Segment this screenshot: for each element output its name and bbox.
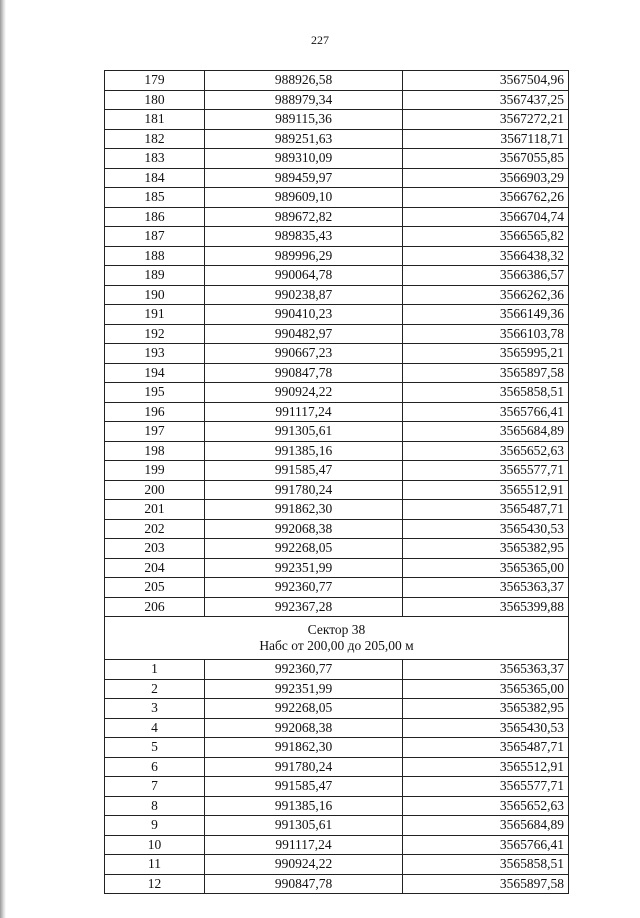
coordinates-table [104,70,569,894]
y-coordinate-cell: 3565766,41 [403,835,569,855]
x-coordinate-cell: 992360,77 [205,578,403,598]
y-coordinate-cell: 3565363,37 [403,660,569,680]
table-row [105,305,569,325]
point-number-cell: 192 [105,324,205,344]
point-number-cell: 188 [105,246,205,266]
x-coordinate-cell: 989835,43 [205,227,403,247]
table-row [105,519,569,539]
table-row [105,660,569,680]
point-number-cell: 6 [105,757,205,777]
y-coordinate-cell: 3565365,00 [403,558,569,578]
x-coordinate-cell: 991585,47 [205,461,403,481]
y-coordinate-cell: 3565365,00 [403,679,569,699]
x-coordinate-cell: 992367,28 [205,597,403,617]
table-row [105,718,569,738]
x-coordinate-cell: 989459,97 [205,168,403,188]
point-number-cell: 7 [105,777,205,797]
x-coordinate-cell: 991862,30 [205,738,403,758]
sector-header-body [105,617,569,660]
point-number-cell: 198 [105,441,205,461]
x-coordinate-cell: 991780,24 [205,757,403,777]
table-row [105,461,569,481]
table-row [105,480,569,500]
x-coordinate-cell: 990064,78 [205,266,403,286]
y-coordinate-cell: 3565512,91 [403,757,569,777]
point-number-cell: 182 [105,129,205,149]
y-coordinate-cell: 3566149,36 [403,305,569,325]
y-coordinate-cell: 3566903,29 [403,168,569,188]
y-coordinate-cell: 3565577,71 [403,461,569,481]
y-coordinate-cell: 3565430,53 [403,519,569,539]
point-number-cell: 184 [105,168,205,188]
x-coordinate-cell: 990847,78 [205,874,403,894]
point-number-cell: 5 [105,738,205,758]
point-number-cell: 4 [105,718,205,738]
table-row [105,324,569,344]
table-row [105,168,569,188]
point-number-cell: 196 [105,402,205,422]
y-coordinate-cell: 3566565,82 [403,227,569,247]
x-coordinate-cell: 988926,58 [205,71,403,91]
table-row [105,757,569,777]
y-coordinate-cell: 3565652,63 [403,441,569,461]
table-row [105,699,569,719]
point-number-cell: 186 [105,207,205,227]
y-coordinate-cell: 3565858,51 [403,383,569,403]
point-number-cell: 10 [105,835,205,855]
y-coordinate-cell: 3567437,25 [403,90,569,110]
y-coordinate-cell: 3567118,71 [403,129,569,149]
point-number-cell: 12 [105,874,205,894]
y-coordinate-cell: 3565399,88 [403,597,569,617]
y-coordinate-cell: 3565577,71 [403,777,569,797]
table-row [105,835,569,855]
y-coordinate-cell: 3567504,96 [403,71,569,91]
point-number-cell: 202 [105,519,205,539]
x-coordinate-cell: 992360,77 [205,660,403,680]
table-row [105,129,569,149]
table-row [105,110,569,130]
x-coordinate-cell: 991385,16 [205,441,403,461]
x-coordinate-cell: 990847,78 [205,363,403,383]
x-coordinate-cell: 989609,10 [205,188,403,208]
point-number-cell: 3 [105,699,205,719]
table-row [105,777,569,797]
x-coordinate-cell: 988979,34 [205,90,403,110]
x-coordinate-cell: 991117,24 [205,835,403,855]
y-coordinate-cell: 3567272,21 [403,110,569,130]
x-coordinate-cell: 989115,36 [205,110,403,130]
x-coordinate-cell: 991862,30 [205,500,403,520]
table-row [105,738,569,758]
y-coordinate-cell: 3567055,85 [403,149,569,169]
table-row [105,246,569,266]
y-coordinate-cell: 3566762,26 [403,188,569,208]
x-coordinate-cell: 989672,82 [205,207,403,227]
table-row [105,597,569,617]
x-coordinate-cell: 992068,38 [205,718,403,738]
x-coordinate-cell: 991305,61 [205,816,403,836]
table-row [105,383,569,403]
y-coordinate-cell: 3566386,57 [403,266,569,286]
point-number-cell: 8 [105,796,205,816]
y-coordinate-cell: 3566262,36 [403,285,569,305]
table-row [105,578,569,598]
table-row [105,539,569,559]
point-number-cell: 185 [105,188,205,208]
sector-header-row [105,617,569,660]
x-coordinate-cell: 990924,22 [205,383,403,403]
y-coordinate-cell: 3565684,89 [403,816,569,836]
table-row [105,227,569,247]
table-row [105,344,569,364]
y-coordinate-cell: 3565363,37 [403,578,569,598]
point-number-cell: 187 [105,227,205,247]
point-number-cell: 203 [105,539,205,559]
x-coordinate-cell: 990410,23 [205,305,403,325]
table-row [105,500,569,520]
point-number-cell: 204 [105,558,205,578]
y-coordinate-cell: 3566704,74 [403,207,569,227]
x-coordinate-cell: 990238,87 [205,285,403,305]
y-coordinate-cell: 3565487,71 [403,738,569,758]
point-number-cell: 190 [105,285,205,305]
table-row [105,422,569,442]
point-number-cell: 191 [105,305,205,325]
table-row [105,285,569,305]
x-coordinate-cell: 990924,22 [205,855,403,875]
point-number-cell: 181 [105,110,205,130]
x-coordinate-cell: 992351,99 [205,558,403,578]
y-coordinate-cell: 3565430,53 [403,718,569,738]
x-coordinate-cell: 992351,99 [205,679,403,699]
point-number-cell: 2 [105,679,205,699]
table-row [105,855,569,875]
table-row [105,558,569,578]
point-number-cell: 201 [105,500,205,520]
x-coordinate-cell: 990482,97 [205,324,403,344]
point-number-cell: 205 [105,578,205,598]
point-number-cell: 194 [105,363,205,383]
table-row [105,71,569,91]
y-coordinate-cell: 3565995,21 [403,344,569,364]
x-coordinate-cell: 989251,63 [205,129,403,149]
sector-subtitle: Набс от 200,00 до 205,00 м [259,638,414,653]
point-number-cell: 11 [105,855,205,875]
scan-edge-shadow [0,0,6,918]
y-coordinate-cell: 3565382,95 [403,539,569,559]
y-coordinate-cell: 3565652,63 [403,796,569,816]
point-number-cell: 193 [105,344,205,364]
point-number-cell: 195 [105,383,205,403]
x-coordinate-cell: 992268,05 [205,699,403,719]
y-coordinate-cell: 3565897,58 [403,874,569,894]
point-number-cell: 183 [105,149,205,169]
point-number-cell: 180 [105,90,205,110]
x-coordinate-cell: 992268,05 [205,539,403,559]
table-body-after [105,660,569,894]
table-row [105,402,569,422]
sector-header-cell [105,617,569,660]
x-coordinate-cell: 991780,24 [205,480,403,500]
point-number-cell: 179 [105,71,205,91]
point-number-cell: 199 [105,461,205,481]
point-number-cell: 206 [105,597,205,617]
y-coordinate-cell: 3565684,89 [403,422,569,442]
table-row [105,796,569,816]
y-coordinate-cell: 3565512,91 [403,480,569,500]
table-row [105,363,569,383]
y-coordinate-cell: 3565487,71 [403,500,569,520]
sector-title: Сектор 38 [307,622,366,637]
y-coordinate-cell: 3565858,51 [403,855,569,875]
table-row [105,149,569,169]
x-coordinate-cell: 989310,09 [205,149,403,169]
y-coordinate-cell: 3565766,41 [403,402,569,422]
point-number-cell: 189 [105,266,205,286]
table-row [105,188,569,208]
point-number-cell: 200 [105,480,205,500]
table-row [105,207,569,227]
x-coordinate-cell: 991385,16 [205,796,403,816]
x-coordinate-cell: 991117,24 [205,402,403,422]
table-body-before [105,71,569,617]
point-number-cell: 197 [105,422,205,442]
point-number-cell: 1 [105,660,205,680]
y-coordinate-cell: 3565382,95 [403,699,569,719]
x-coordinate-cell: 992068,38 [205,519,403,539]
table-row [105,90,569,110]
y-coordinate-cell: 3566103,78 [403,324,569,344]
x-coordinate-cell: 991305,61 [205,422,403,442]
x-coordinate-cell: 989996,29 [205,246,403,266]
table-row [105,266,569,286]
table-row [105,441,569,461]
point-number-cell: 9 [105,816,205,836]
y-coordinate-cell: 3566438,32 [403,246,569,266]
x-coordinate-cell: 990667,23 [205,344,403,364]
table-row [105,816,569,836]
page-number: 227 [311,33,329,47]
table-row [105,679,569,699]
x-coordinate-cell: 991585,47 [205,777,403,797]
table-row [105,874,569,894]
y-coordinate-cell: 3565897,58 [403,363,569,383]
